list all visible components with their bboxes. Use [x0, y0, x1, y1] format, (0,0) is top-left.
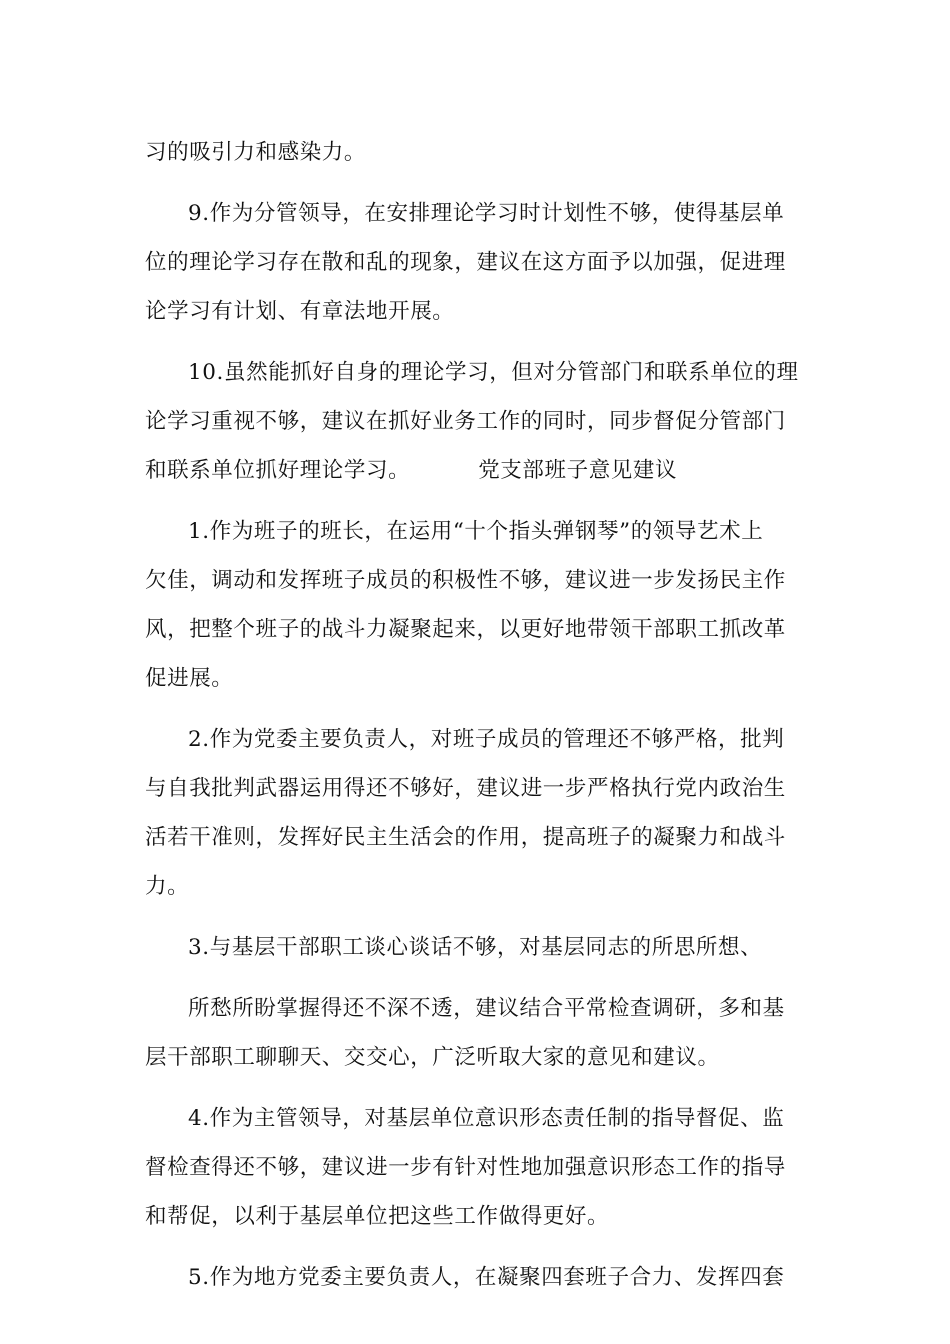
document-body: [145, 128, 815, 1302]
text-line: 9.作为分管领导，在安排理论学习时计划性不够，使得基层单: [188, 201, 785, 226]
text-line: 与自我批判武器运用得还不够好，建议进一步严格执行党内政治生: [145, 776, 786, 801]
paragraph-item-2: [145, 715, 815, 911]
text-line: 促进展。: [145, 666, 234, 691]
paragraph-item-9: [145, 189, 815, 336]
text-line: 风，把整个班子的战斗力凝聚起来，以更好地带领干部职工抓改革: [145, 617, 786, 642]
paragraph-item-4: [145, 1094, 815, 1241]
paragraph-item-1: [145, 507, 815, 703]
text-line: 10.虽然能抓好自身的理论学习，但对分管部门和联系单位的理: [188, 360, 799, 385]
text-line: 位的理论学习存在散和乱的现象，建议在这方面予以加强，促进理: [145, 250, 786, 275]
text-line: 层干部职工聊聊天、交交心，广泛听取大家的意见和建议。: [145, 1045, 720, 1070]
text-line: 习的吸引力和感染力。: [145, 140, 367, 165]
text-line: 2.作为党委主要负责人，对班子成员的管理还不够严格，批判: [188, 727, 785, 752]
text-line: 活若干准则，发挥好民主生活会的作用，提高班子的凝聚力和战斗: [145, 825, 786, 850]
text-line: 3.与基层干部职工谈心谈话不够，对基层同志的所思所想、: [188, 935, 763, 960]
text-line: 和帮促，以利于基层单位把这些工作做得更好。: [145, 1204, 610, 1229]
paragraph-item-3-continued: [145, 984, 815, 1082]
text-line: 1.作为班子的班长，在运用“十个指头弹钢琴”的领导艺术上: [188, 519, 764, 544]
text-line: [145, 446, 815, 495]
text-line: 欠佳，调动和发挥班子成员的积极性不够，建议进一步发扬民主作: [145, 568, 786, 593]
text-line: 4.作为主管领导，对基层单位意识形态责任制的指导督促、监: [188, 1106, 785, 1131]
paragraph-item-5: [145, 1253, 815, 1302]
section-heading: 党支部班子意见建议: [478, 458, 678, 483]
text-line: 督检查得还不够，建议进一步有针对性地加强意识形态工作的指导: [145, 1155, 786, 1180]
text-line: 所愁所盼掌握得还不深不透，建议结合平常检查调研，多和基: [188, 996, 785, 1021]
text-fragment: 和联系单位抓好理论学习。: [145, 458, 411, 483]
text-line: 5.作为地方党委主要负责人，在凝聚四套班子合力、发挥四套: [188, 1265, 785, 1290]
paragraph-item-3: [145, 923, 815, 972]
text-line: 论学习重视不够，建议在抓好业务工作的同时，同步督促分管部门: [145, 409, 786, 434]
paragraph-continuation: [145, 128, 815, 177]
text-line: 力。: [145, 874, 190, 899]
text-line: 论学习有计划、有章法地开展。: [145, 299, 455, 324]
paragraph-item-10: [145, 348, 815, 495]
